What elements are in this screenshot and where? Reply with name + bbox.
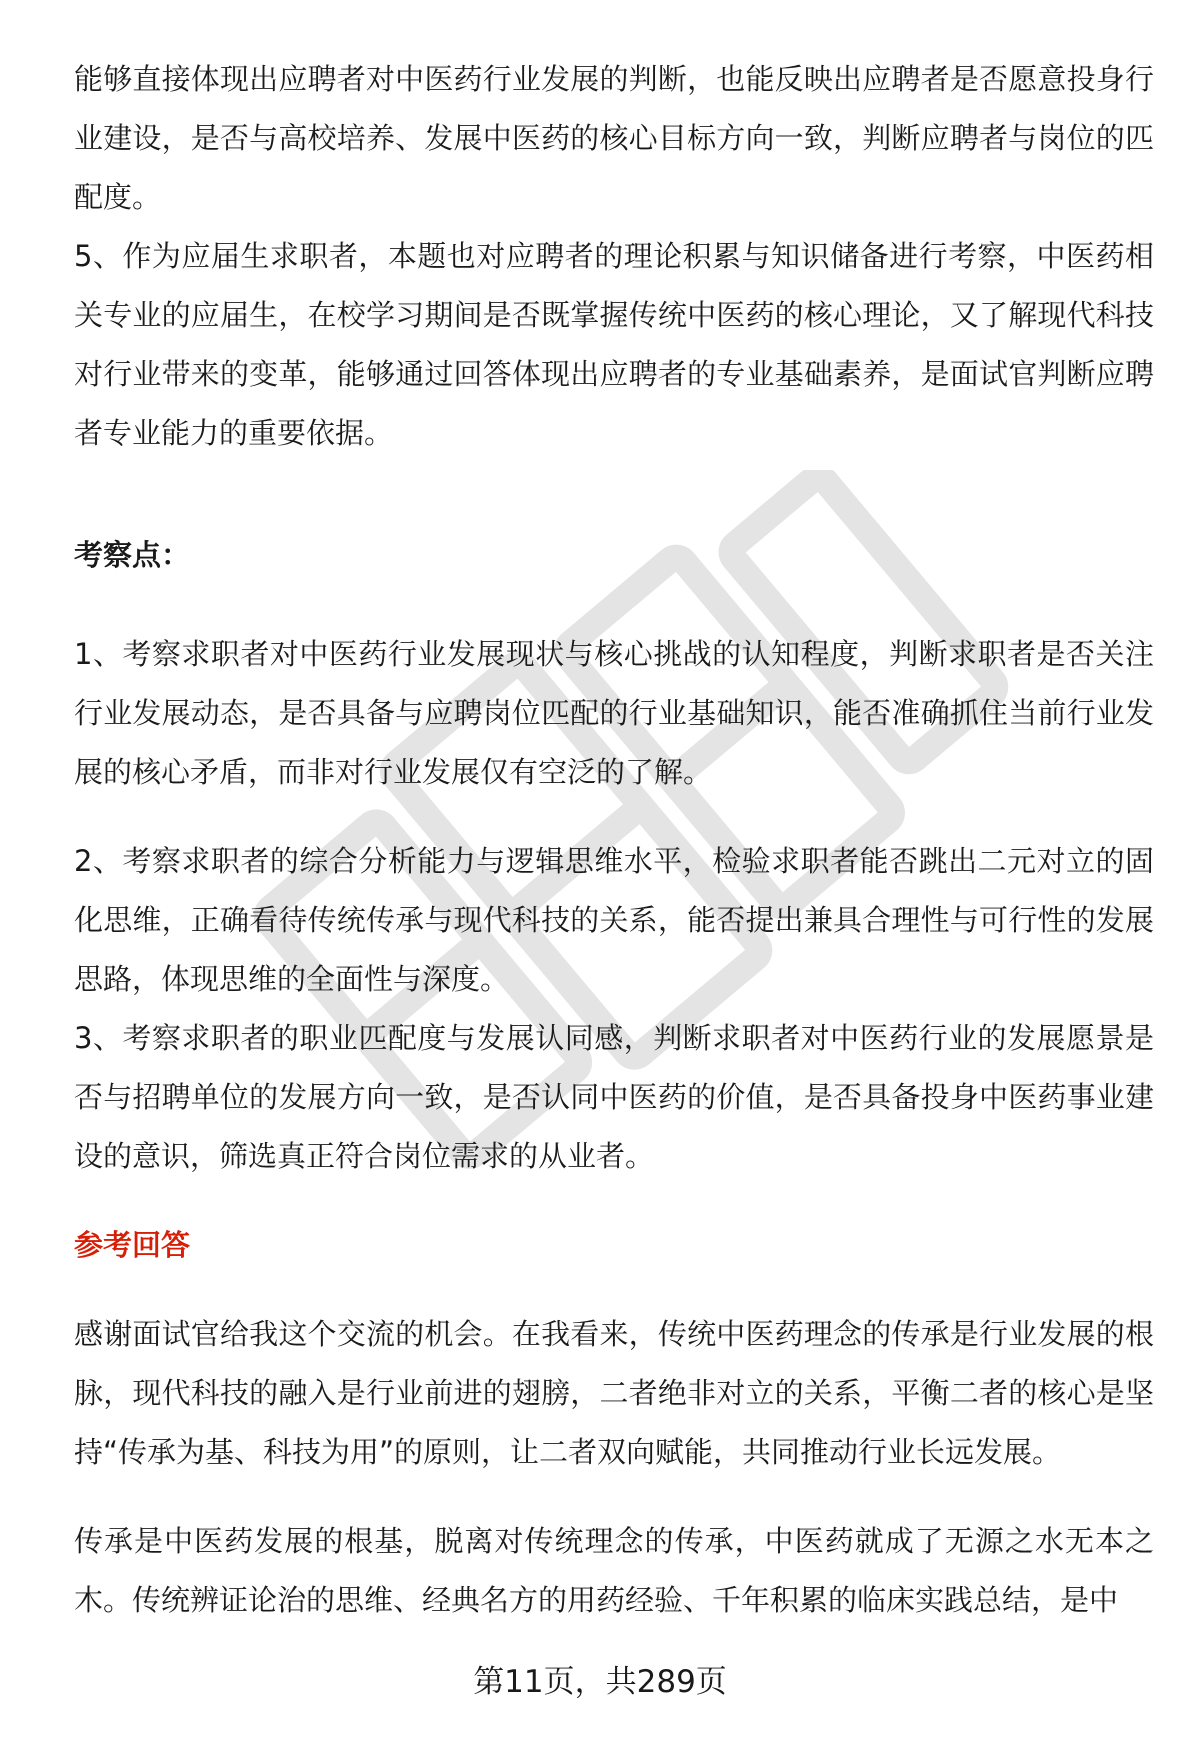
examine-item-1: 1、考察求职者对中医药行业发展现状与核心挑战的认知程度，判断求职者是否关注行业发展动态，是否具备与应聘岗位匹配的行业基础知识，能否准确抓住当前行业发展的核心矛盾，而非对行业发展仅有空泛的了解。 <box>74 637 1154 789</box>
paragraph-intro: 能够直接体现出应聘者对中医药行业发展的判断，也能反映出应聘者是否愿意投身行业建设，是否与高校培养、发展中医药的核心目标方向一致，判断应聘者与岗位的匹配度。 <box>74 62 1154 214</box>
heading-reference-answer: 参考回答 <box>74 1228 191 1262</box>
paragraph-point-5: 5、作为应届生求职者，本题也对应聘者的理论积累与知识储备进行考察，中医药相关专业的应届生，在校学习期间是否既掌握传统中医药的核心理论，又了解现代科技对行业带来的变革，能够通过回答体现出应聘者的专业基础素养，是面试官判断应聘者专业能力的重要依据。 <box>74 239 1154 450</box>
page-number: 第11页，共289页 <box>473 1664 727 1700</box>
answer-paragraph-1: 感谢面试官给我这个交流的机会。在我看来，传统中医药理念的传承是行业发展的根脉，现代科技的融入是行业前进的翅膀，二者绝非对立的关系，平衡二者的核心是坚持“传承为基、科技为用”的原则，让二者双向赋能，共同推动行业长远发展。 <box>74 1317 1154 1469</box>
heading-examine-points: 考察点： <box>74 538 191 572</box>
examine-item-3: 3、考察求职者的职业匹配度与发展认同感，判断求职者对中医药行业的发展愿景是否与招聘单位的发展方向一致，是否认同中医药的价值，是否具备投身中医药事业建设的意识，筛选真正符合岗位需求的从业者。 <box>74 1021 1154 1173</box>
main-content <box>74 50 1154 1630</box>
examine-item-2: 2、考察求职者的综合分析能力与逻辑思维水平，检验求职者能否跳出二元对立的固化思维，正确看待传统传承与现代科技的关系，能否提出兼具合理性与可行性的发展思路，体现思维的全面性与深度。 <box>74 844 1154 996</box>
answer-paragraph-2: 传承是中医药发展的根基，脱离对传统理念的传承，中医药就成了无源之水无本之木。传统辨证论治的思维、经典名方的用药经验、千年积累的临床实践总结，是中 <box>74 1524 1154 1617</box>
